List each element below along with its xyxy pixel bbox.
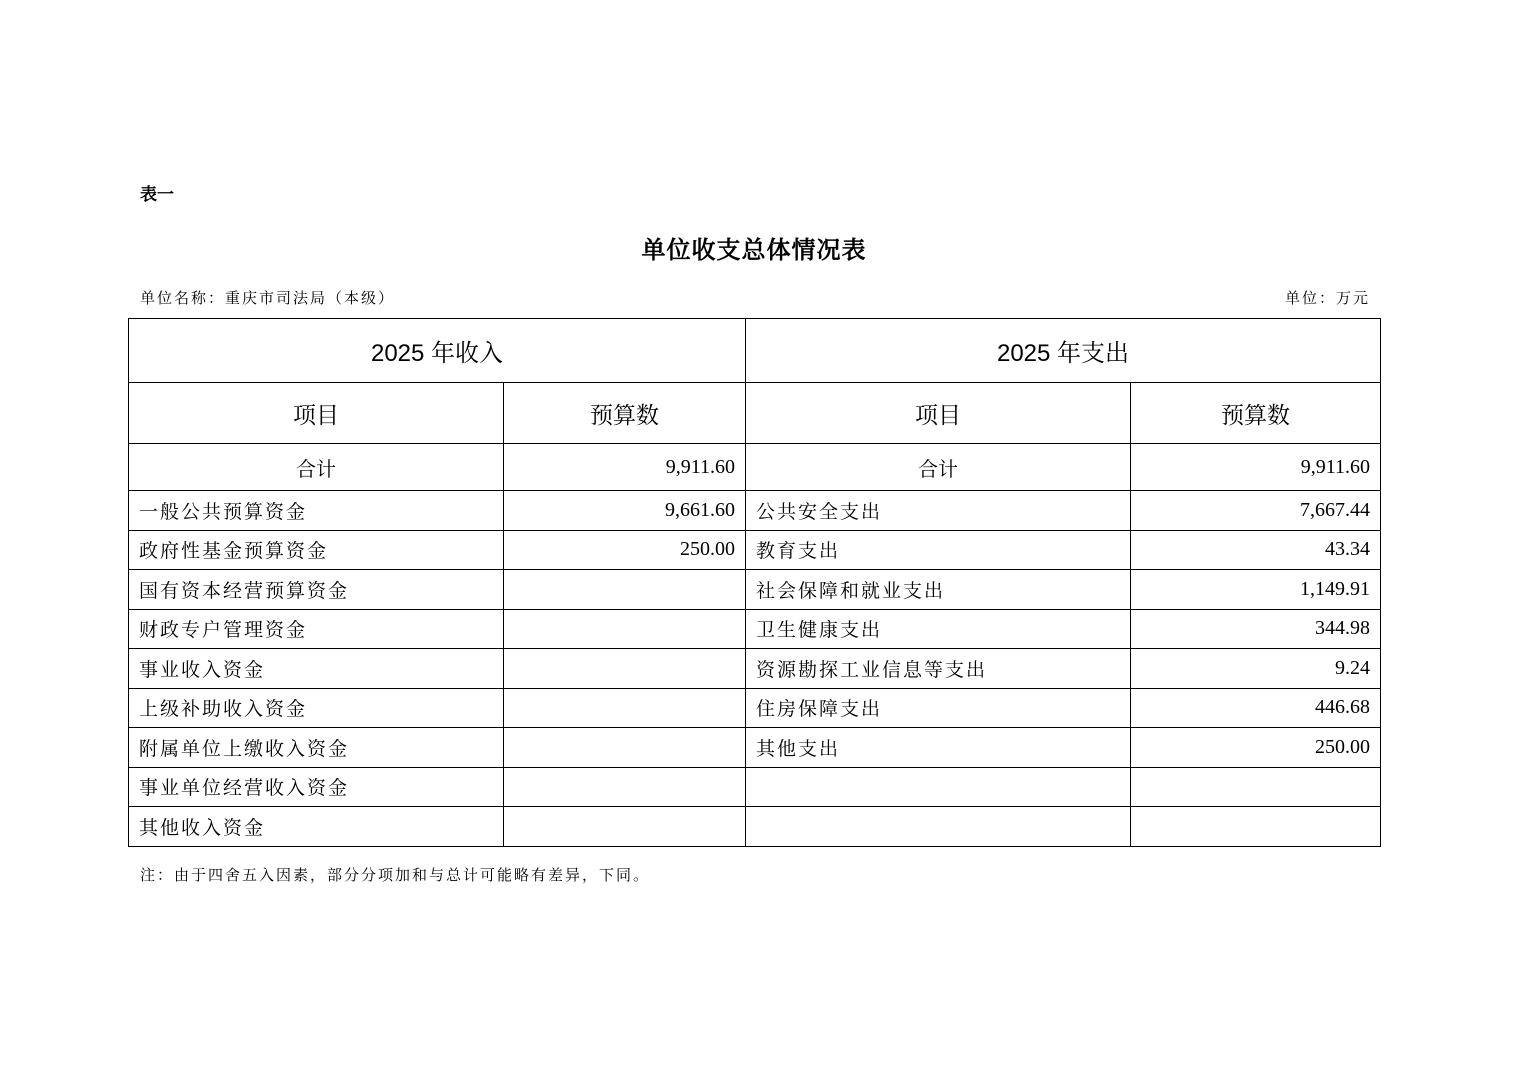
table-row xyxy=(129,728,1381,768)
income-item: 政府性基金预算资金 xyxy=(129,530,504,570)
income-value xyxy=(504,609,746,649)
table-row xyxy=(129,491,1381,531)
expense-item xyxy=(746,807,1131,847)
expense-value: 250.00 xyxy=(1131,728,1381,768)
column-header-row xyxy=(129,383,1381,444)
expense-item: 资源勘探工业信息等支出 xyxy=(746,649,1131,689)
income-item: 附属单位上缴收入资金 xyxy=(129,728,504,768)
income-budget-header: 预算数 xyxy=(504,383,746,444)
income-value xyxy=(504,649,746,689)
income-item: 事业收入资金 xyxy=(129,649,504,689)
expense-item-header: 项目 xyxy=(746,383,1131,444)
table-label: 表一 xyxy=(140,185,174,205)
expense-item: 社会保障和就业支出 xyxy=(746,570,1131,610)
income-value xyxy=(504,807,746,847)
expense-budget-header: 预算数 xyxy=(1131,383,1381,444)
income-item-header: 项目 xyxy=(129,383,504,444)
expense-item: 其他支出 xyxy=(746,728,1131,768)
table-row xyxy=(129,688,1381,728)
table-row xyxy=(129,649,1381,689)
income-value xyxy=(504,688,746,728)
expense-item: 住房保障支出 xyxy=(746,688,1131,728)
table-row xyxy=(129,609,1381,649)
income-item: 国有资本经营预算资金 xyxy=(129,570,504,610)
expense-value: 1,149.91 xyxy=(1131,570,1381,610)
document-title: 单位收支总体情况表 xyxy=(641,236,867,264)
table-row xyxy=(129,807,1381,847)
income-item: 财政专户管理资金 xyxy=(129,609,504,649)
income-item: 上级补助收入资金 xyxy=(129,688,504,728)
unit-label: 单位：万元 xyxy=(1284,289,1370,307)
expense-item: 教育支出 xyxy=(746,530,1131,570)
income-value: 250.00 xyxy=(504,530,746,570)
expense-value: 43.34 xyxy=(1131,530,1381,570)
expense-value xyxy=(1131,807,1381,847)
unit-name: 单位名称：重庆市司法局（本级） xyxy=(140,289,396,307)
budget-table xyxy=(128,318,1381,847)
expense-item: 卫生健康支出 xyxy=(746,609,1131,649)
expense-item: 公共安全支出 xyxy=(746,491,1131,531)
expense-value xyxy=(1131,767,1381,807)
expense-value: 344.98 xyxy=(1131,609,1381,649)
income-total-value: 9,911.60 xyxy=(504,444,746,491)
table-row xyxy=(129,767,1381,807)
expense-item xyxy=(746,767,1131,807)
total-row xyxy=(129,444,1381,491)
income-item: 一般公共预算资金 xyxy=(129,491,504,531)
income-item: 其他收入资金 xyxy=(129,807,504,847)
income-value xyxy=(504,767,746,807)
expense-value: 9.24 xyxy=(1131,649,1381,689)
expense-total-value: 9,911.60 xyxy=(1131,444,1381,491)
expense-total-label: 合计 xyxy=(746,444,1131,491)
income-total-label: 合计 xyxy=(129,444,504,491)
table-row xyxy=(129,570,1381,610)
year-header-row xyxy=(129,319,1381,383)
expense-value: 7,667.44 xyxy=(1131,491,1381,531)
income-value xyxy=(504,728,746,768)
income-value xyxy=(504,570,746,610)
income-header: 2025 年收入 xyxy=(129,319,746,383)
expense-value: 446.68 xyxy=(1131,688,1381,728)
expense-header: 2025 年支出 xyxy=(746,319,1381,383)
income-value: 9,661.60 xyxy=(504,491,746,531)
footnote: 注：由于四舍五入因素，部分分项加和与总计可能略有差异，下同。 xyxy=(140,866,651,884)
table-row xyxy=(129,530,1381,570)
income-item: 事业单位经营收入资金 xyxy=(129,767,504,807)
